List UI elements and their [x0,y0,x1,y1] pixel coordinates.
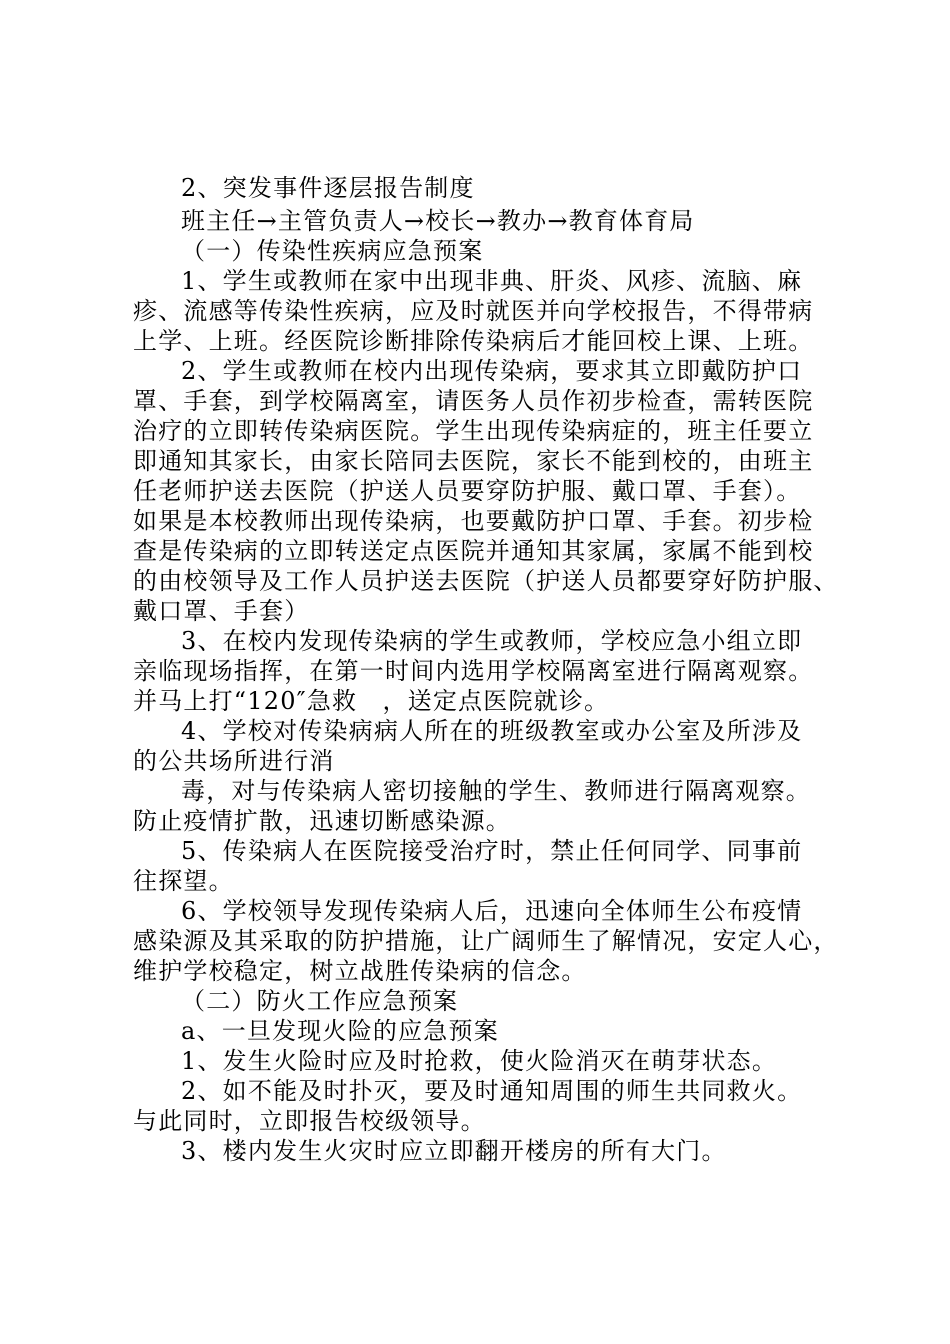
paragraph-line: 3、楼内发生火灾时应立即翻开楼房的所有大门。 [181,1137,727,1165]
report-chain: 班主任→主管负责人→校长→教办→教育体育局 [181,207,695,235]
paragraph-line: 戴口罩、手套） [133,597,310,625]
paragraph-line: 治疗的立即转传染病医院。学生出现传染病症的，班主任要立 [133,417,814,445]
paragraph-line: 1、发生火险时应及时抢救，使火险消灭在萌芽状态。 [181,1047,778,1075]
paragraph-line: 5、传染病人在医院接受治疗时，禁止任何同学、同事前 [181,837,803,865]
paragraph-line: 上学、上班。经医院诊断排除传染病后才能回校上课、上班。 [133,327,814,355]
paragraph-line: 的由校领导及工作人员护送去医院（护送人员都要穿好防护服、 [133,567,839,595]
paragraph-line: 防止疫情扩散，迅速切断感染源。 [133,807,511,835]
paragraph-line: 与此同时，立即报告校级领导。 [133,1107,486,1135]
paragraph-line: 2、如不能及时扑灭，要及时通知周围的师生共同救火。 [181,1077,803,1105]
paragraph-line: 即通知其家长，由家长陪同去医院，家长不能到校的，由班主 [133,447,814,475]
paragraph-line: 的公共场所进行消 [133,747,335,775]
paragraph-line: 查是传染病的立即转送定点医院并通知其家属，家属不能到校 [133,537,814,565]
paragraph-line: 任老师护送去医院（护送人员要穿防护服、戴口罩、手套）。 [133,477,802,505]
paragraph-line: 并马上打“120″急救 ，送定点医院就诊。 [133,687,610,715]
paragraph-line: 往探望。 [133,867,234,895]
subheading-fire-plan: a、一旦发现火险的应急预案 [181,1017,499,1045]
paragraph-line: 维护学校稳定，树立战胜传染病的信念。 [133,957,587,985]
paragraph-line: 疹、流感等传染性疾病，应及时就医并向学校报告，不得带病 [133,297,814,325]
paragraph-line: 亲临现场指挥，在第一时间内选用学校隔离室进行隔离观察。 [133,657,814,685]
section-heading-infectious: （一）传染性疾病应急预案 [181,237,484,265]
paragraph-line: 6、学校领导发现传染病人后，迅速向全体师生公布疫情 [181,897,803,925]
paragraph-line: 感染源及其采取的防护措施，让广阔师生了解情况，安定人心， [133,927,839,955]
heading-report-system: 2、突发事件逐层报告制度 [181,174,475,202]
paragraph-line: 2、学生或教师在校内出现传染病，要求其立即戴防护口 [181,357,803,385]
section-heading-fire: （二）防火工作应急预案 [181,987,459,1015]
paragraph-line: 4、学校对传染病病人所在的班级教室或办公室及所涉及 [181,717,803,745]
paragraph-line: 毒，对与传染病人密切接触的学生、教师进行隔离观察。 [181,777,811,805]
paragraph-line: 罩、手套，到学校隔离室，请医务人员作初步检查，需转医院 [133,387,814,415]
paragraph-line: 1、学生或教师在家中出现非典、肝炎、风疹、流脑、麻 [181,267,803,295]
paragraph-line: 如果是本校教师出现传染病，也要戴防护口罩、手套。初步检 [133,507,814,535]
paragraph-line: 3、在校内发现传染病的学生或教师，学校应急小组立即 [181,627,803,655]
